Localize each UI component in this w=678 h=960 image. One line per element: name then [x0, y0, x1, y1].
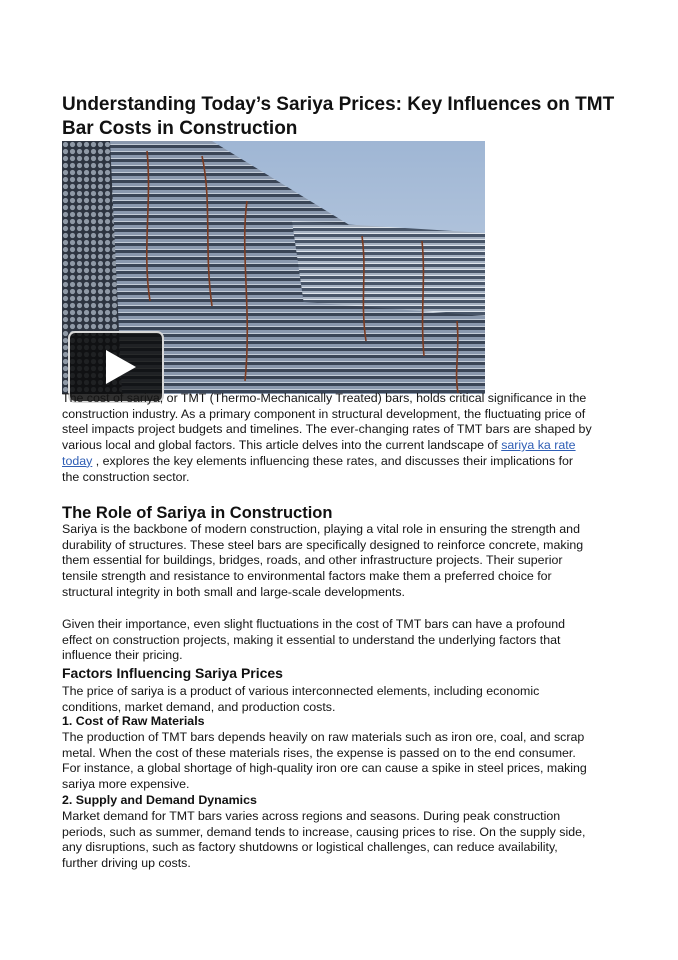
section-heading-factors: Factors Influencing Sariya Prices: [62, 665, 283, 681]
sariya-rate-link[interactable]: sariya ka rate today: [62, 438, 576, 468]
intro-text-before: The cost of sariya, or TMT (Thermo-Mechanically Treated) bars, holds critical significance in the construction industry. As a primary component in structural development, the fluctuating price of steel impacts project budgets and timelines. The ever-changing rates of TMT bars are shaped by various local and global factors. This article delves into the current landscape of: [62, 391, 592, 453]
intro-paragraph: [62, 391, 592, 485]
role-paragraph-2: Given their importance, even slight fluctuations in the cost of TMT bars can have a profound effect on construction projects, making it essential to understand the underlying factors that influence their pricing.: [62, 617, 566, 663]
role-paragraph-1: Sariya is the backbone of modern construction, playing a vital role in ensuring the strength and durability of structures. These steel bars are specifically designed to reinforce concrete, making them essential for buildings, bridges, roads, and other infrastructure projects. Their superior tensile strength and resistance to environmental factors make them a preferred choice for structural integrity in both small and large-scale developments.: [62, 522, 584, 599]
factor-text-supply-demand: Market demand for TMT bars varies across regions and seasons. During peak construction periods, such as summer, demand tends to increase, causing prices to rise. On the supply side, any disruptions, such as factory shutdowns or logistical challenges, can reduce availability, further driving up costs.: [62, 809, 586, 871]
factor-heading-supply-demand: 2. Supply and Demand Dynamics: [62, 793, 257, 807]
intro-text-after: , explores the key elements influencing these rates, and discusses their implications for the construction sector.: [62, 453, 574, 484]
factor-text-raw-materials: The production of TMT bars depends heavily on raw materials such as iron ore, coal, and scrap metal. When the cost of these materials rises, the expense is passed on to the end consumer. For instance, a global shortage of high-quality iron ore can cause a spike in steel prices, making sariya more expensive.: [62, 730, 587, 792]
page-title: Understanding Today’s Sariya Prices: Key Influences on TMT Bar Costs in Construction: [62, 94, 615, 139]
section-heading-role: The Role of Sariya in Construction: [62, 504, 333, 522]
factors-intro: The price of sariya is a product of various interconnected elements, including economic conditions, market demand, and production costs.: [62, 684, 540, 714]
factor-heading-raw-materials: 1. Cost of Raw Materials: [62, 714, 205, 728]
